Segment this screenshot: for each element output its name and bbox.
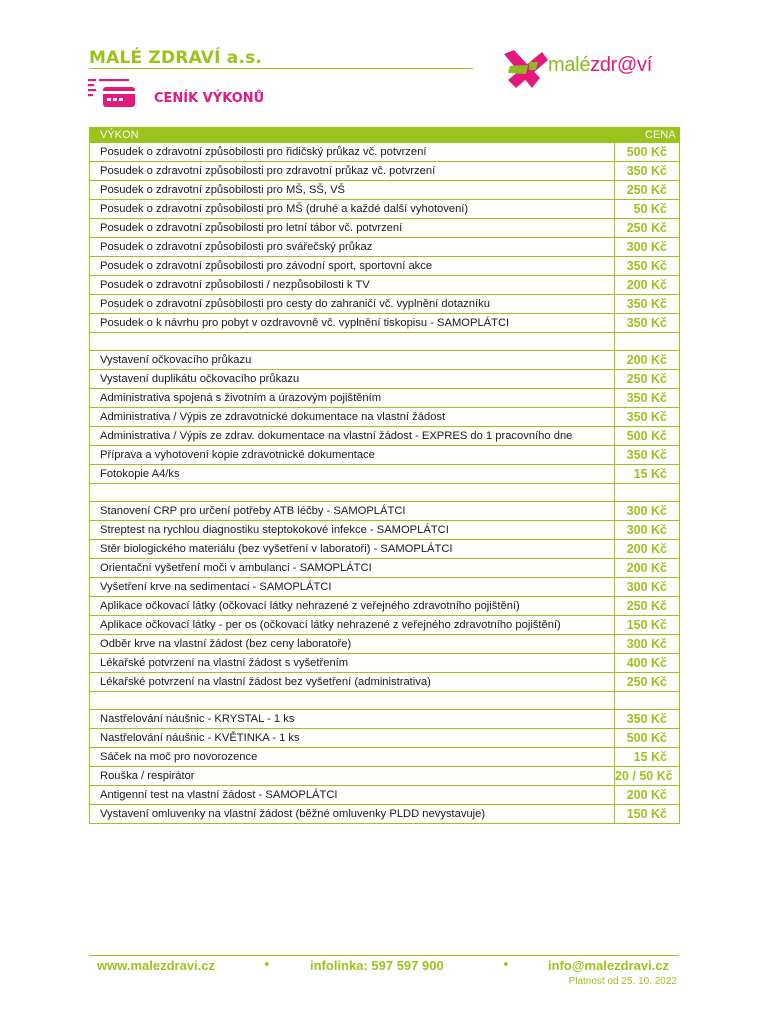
service-name: Posudek o zdravotní způsobilosti pro řidičský průkaz vč. potvrzení bbox=[90, 143, 615, 162]
service-price: 15 Kč bbox=[615, 465, 680, 484]
service-price: 350 Kč bbox=[615, 446, 680, 465]
logo-text-part1: malé bbox=[548, 54, 591, 76]
table-row bbox=[90, 389, 680, 408]
logo-text bbox=[548, 54, 652, 77]
service-price: 300 Kč bbox=[615, 238, 680, 257]
service-price: 500 Kč bbox=[615, 143, 680, 162]
service-price bbox=[615, 692, 680, 710]
service-name: Lékařské potvrzení na vlastní žádost s vyšetřením bbox=[90, 654, 615, 673]
service-price: 350 Kč bbox=[615, 408, 680, 427]
service-price: 250 Kč bbox=[615, 370, 680, 389]
service-price: 200 Kč bbox=[615, 786, 680, 805]
service-price: 350 Kč bbox=[615, 710, 680, 729]
service-name: Sáček na moč pro novorozence bbox=[90, 748, 615, 767]
service-name bbox=[90, 333, 615, 351]
service-price: 200 Kč bbox=[615, 540, 680, 559]
service-price: 20 / 50 Kč bbox=[615, 767, 680, 786]
service-name: Aplikace očkovací látky (očkovací látky nehrazené z veřejného zdravotního pojištění) bbox=[90, 597, 615, 616]
company-name: MALÉ ZDRAVÍ a.s. bbox=[89, 48, 263, 68]
service-name: Stanovení CRP pro určení potřeby ATB léčby - SAMOPLÁTCI bbox=[90, 502, 615, 521]
service-name: Lékařské potvrzení na vlastní žádost bez vyšetření (administrativa) bbox=[90, 673, 615, 692]
column-header-service: VÝKON bbox=[90, 128, 615, 143]
footer-phone[interactable]: infolinka: 597 597 900 bbox=[310, 958, 444, 973]
service-price: 350 Kč bbox=[615, 257, 680, 276]
service-name: Posudek o zdravotní způsobilosti pro cesty do zahraničí vč. vyplnění dotazníku bbox=[90, 295, 615, 314]
service-name: Aplikace očkovací látky - per os (očkovací látky nehrazené z veřejného zdravotního pojištění) bbox=[90, 616, 615, 635]
table-row bbox=[90, 143, 680, 162]
table-spacer-row bbox=[90, 333, 680, 351]
logo-cross-icon bbox=[502, 48, 550, 90]
service-name: Vystavení duplikátu očkovacího průkazu bbox=[90, 370, 615, 389]
service-price: 200 Kč bbox=[615, 276, 680, 295]
table-row bbox=[90, 446, 680, 465]
service-price: 50 Kč bbox=[615, 200, 680, 219]
service-name: Rouška / respirátor bbox=[90, 767, 615, 786]
service-price: 350 Kč bbox=[615, 314, 680, 333]
service-name: Příprava a vyhotovení kopie zdravotnické dokumentace bbox=[90, 446, 615, 465]
page-title: CENÍK VÝKONŮ bbox=[154, 91, 265, 106]
table-row bbox=[90, 635, 680, 654]
table-row bbox=[90, 616, 680, 635]
service-name: Posudek o k návrhu pro pobyt v ozdravovně vč. vyplnění tiskopisu - SAMOPLÁTCI bbox=[90, 314, 615, 333]
table-row bbox=[90, 767, 680, 786]
service-name: Administrativa / Výpis ze zdravotnické dokumentace na vlastní žádost bbox=[90, 408, 615, 427]
service-name bbox=[90, 692, 615, 710]
service-price: 300 Kč bbox=[615, 578, 680, 597]
service-name: Posudek o zdravotní způsobilosti pro MŠ (druhé a každé další vyhotovení) bbox=[90, 200, 615, 219]
service-name: Vystavení omluvenky na vlastní žádost (běžné omluvenky PLDD nevystavuje) bbox=[90, 805, 615, 824]
service-name: Nastřelování náušnic - KVĚTINKA - 1 ks bbox=[90, 729, 615, 748]
table-row bbox=[90, 408, 680, 427]
service-name: Posudek o zdravotní způsobilosti pro závodní sport, sportovní akce bbox=[90, 257, 615, 276]
service-price: 400 Kč bbox=[615, 654, 680, 673]
service-name: Odběr krve na vlastní žádost (bez ceny laboratoře) bbox=[90, 635, 615, 654]
service-price: 350 Kč bbox=[615, 295, 680, 314]
service-price: 300 Kč bbox=[615, 502, 680, 521]
service-price: 150 Kč bbox=[615, 805, 680, 824]
table-row bbox=[90, 427, 680, 446]
table-row bbox=[90, 540, 680, 559]
table-row bbox=[90, 805, 680, 824]
service-price: 200 Kč bbox=[615, 559, 680, 578]
footer-separator: • bbox=[502, 958, 510, 973]
service-name: Posudek o zdravotní způsobilosti pro letní tábor vč. potvrzení bbox=[90, 219, 615, 238]
service-price: 250 Kč bbox=[615, 181, 680, 200]
service-price: 350 Kč bbox=[615, 162, 680, 181]
column-header-price: CENA bbox=[615, 128, 680, 143]
service-name: Posudek o zdravotní způsobilosti pro MŠ, SŠ, VŠ bbox=[90, 181, 615, 200]
service-price bbox=[615, 333, 680, 351]
service-name: Fotokopie A4/ks bbox=[90, 465, 615, 484]
table-spacer-row bbox=[90, 692, 680, 710]
service-price: 250 Kč bbox=[615, 597, 680, 616]
service-name: Vystavení očkovacího průkazu bbox=[90, 351, 615, 370]
service-price: 300 Kč bbox=[615, 521, 680, 540]
table-row bbox=[90, 238, 680, 257]
logo-text-part2: zdr@ví bbox=[590, 54, 652, 76]
table-row bbox=[90, 578, 680, 597]
table-row bbox=[90, 710, 680, 729]
table-row bbox=[90, 786, 680, 805]
service-price: 15 Kč bbox=[615, 748, 680, 767]
table-row bbox=[90, 559, 680, 578]
table-spacer-row bbox=[90, 484, 680, 502]
service-name: Antigenní test na vlastní žádost - SAMOPLÁTCI bbox=[90, 786, 615, 805]
service-name: Stěr biologického materiálu (bez vyšetření v laboratoři) - SAMOPLÁTCI bbox=[90, 540, 615, 559]
table-row bbox=[90, 748, 680, 767]
header-divider bbox=[89, 68, 473, 69]
service-name: Nastřelování náušnic - KRYSTAL - 1 ks bbox=[90, 710, 615, 729]
service-price: 500 Kč bbox=[615, 729, 680, 748]
table-row bbox=[90, 502, 680, 521]
service-price: 250 Kč bbox=[615, 219, 680, 238]
service-price: 350 Kč bbox=[615, 389, 680, 408]
footer-divider bbox=[89, 955, 679, 956]
service-price: 250 Kč bbox=[615, 673, 680, 692]
company-logo bbox=[502, 46, 682, 92]
table-header-row bbox=[90, 128, 680, 143]
service-price: 500 Kč bbox=[615, 427, 680, 446]
service-price: 300 Kč bbox=[615, 635, 680, 654]
footer-email[interactable]: info@malezdravi.cz bbox=[548, 958, 670, 973]
table-row bbox=[90, 370, 680, 389]
footer-website[interactable]: www.malezdravi.cz bbox=[97, 958, 216, 973]
service-name: Streptest na rychlou diagnostiku steptokokové infekce - SAMOPLÁTCI bbox=[90, 521, 615, 540]
service-name: Administrativa spojená s životním a úrazovým pojištěním bbox=[90, 389, 615, 408]
table-row bbox=[90, 276, 680, 295]
service-price bbox=[615, 484, 680, 502]
service-price: 200 Kč bbox=[615, 351, 680, 370]
table-row bbox=[90, 162, 680, 181]
table-row bbox=[90, 521, 680, 540]
table-row bbox=[90, 219, 680, 238]
validity-date: Platnost od 25. 10. 2022 bbox=[568, 976, 677, 987]
service-name: Posudek o zdravotní způsobilosti / nezpůsobilosti k TV bbox=[90, 276, 615, 295]
price-card-icon bbox=[88, 79, 138, 111]
price-table bbox=[89, 127, 680, 824]
table-row bbox=[90, 597, 680, 616]
table-row bbox=[90, 314, 680, 333]
table-row bbox=[90, 465, 680, 484]
service-name bbox=[90, 484, 615, 502]
service-name: Administrativa / Výpis ze zdrav. dokumentace na vlastní žádost - EXPRES do 1 pracovního dne bbox=[90, 427, 615, 446]
table-row bbox=[90, 673, 680, 692]
table-row bbox=[90, 654, 680, 673]
table-row bbox=[90, 351, 680, 370]
table-row bbox=[90, 295, 680, 314]
footer-separator: • bbox=[263, 958, 271, 973]
service-name: Orientační vyšetření moči v ambulanci - SAMOPLÁTCI bbox=[90, 559, 615, 578]
table-row bbox=[90, 257, 680, 276]
table-row bbox=[90, 181, 680, 200]
table-row bbox=[90, 200, 680, 219]
service-name: Posudek o zdravotní způsobilosti pro zdravotní průkaz vč. potvrzení bbox=[90, 162, 615, 181]
service-name: Vyšetření krve na sedimentaci - SAMOPLÁTCI bbox=[90, 578, 615, 597]
service-name: Posudek o zdravotní způsobilosti pro svářečský průkaz bbox=[90, 238, 615, 257]
price-table-body bbox=[90, 143, 680, 824]
service-price: 150 Kč bbox=[615, 616, 680, 635]
table-row bbox=[90, 729, 680, 748]
